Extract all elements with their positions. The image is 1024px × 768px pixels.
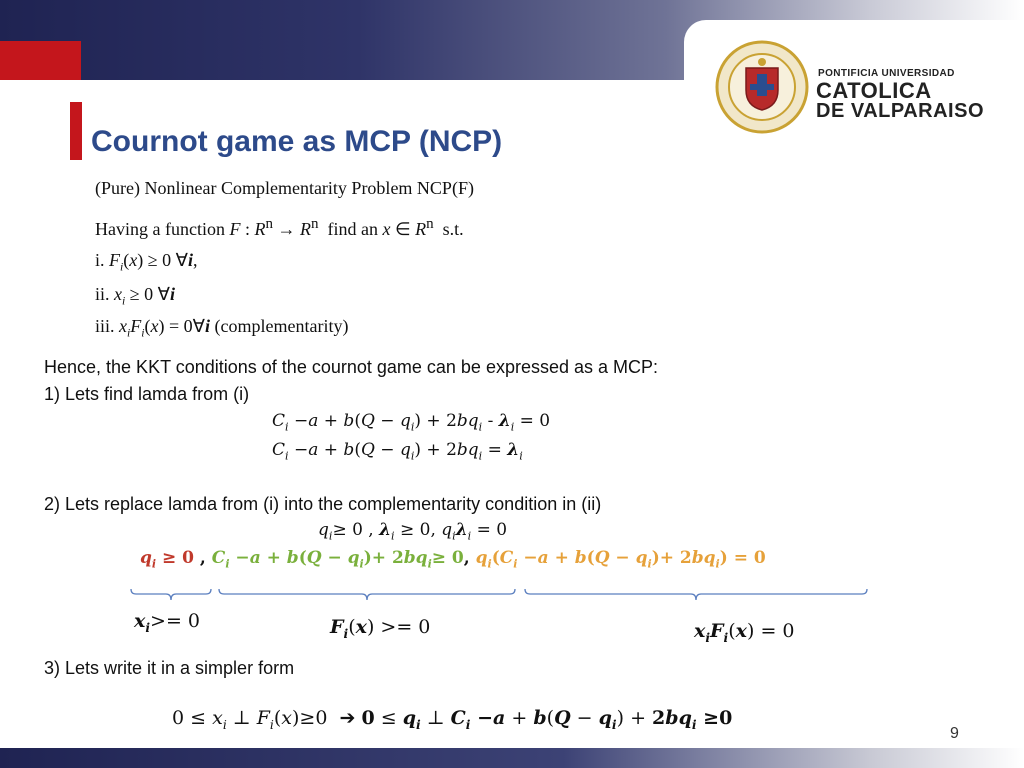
university-name-line1: PONTIFICIA UNIVERSIDAD <box>818 68 955 79</box>
st-text: s.t. <box>442 219 464 239</box>
equation-final: $0 \le x_i$ ⊥ $F_i(x)\ge 0$ ➔ $0 \le q_i$ ⊥ $C_i -a + b(Q - q_i) + 2bq_i \ge 0$ <box>172 707 733 732</box>
definition-item-i: i. $F_i(x) \ge 0$ ∀i, <box>95 250 198 274</box>
definition-heading-pure: (Pure) <box>95 178 140 198</box>
label-F: $F_i(x) >= 0$ <box>330 616 431 641</box>
equation-3: $q_i\ge 0$ , $\lambda_i \ge 0$, $q_i\lambda_i = 0$ <box>318 520 508 543</box>
definition-heading-rest: Nonlinear Complementarity Problem NCP(F) <box>144 178 474 198</box>
definition-heading <box>95 178 474 199</box>
university-seal-icon <box>715 40 809 134</box>
definition-item-iii: iii. $x_iF_i(x)$ = 0∀i (complementarity) <box>95 316 349 340</box>
intro-text: Hence, the KKT conditions of the cournot game can be expressed as a MCP: <box>44 357 659 377</box>
header-red-block <box>0 41 81 80</box>
find-text: find an <box>327 219 378 239</box>
footer-band <box>0 748 1024 768</box>
step3-text: 3) Lets write it in a simpler form <box>44 658 295 678</box>
brace-F <box>218 588 516 604</box>
equation-1: $C_i -a + b(Q - q_i) + 2bq_i - \lambda_i = 0$ <box>272 411 551 434</box>
slide-title: Cournot game as MCP (NCP) <box>91 125 503 158</box>
item-iii-note: (complementarity) <box>214 316 349 336</box>
definition-having-line: Having a function F : $R^n \to R^n$ find an x ∈ $R^n$ s.t. <box>95 216 464 239</box>
equation-2: $C_i -a + b(Q - q_i) + 2bq_i = \lambda_i$ <box>272 440 523 463</box>
university-name-line3: DE VALPARAISO <box>816 100 984 122</box>
page-number: 9 <box>950 725 959 742</box>
brace-xF <box>524 588 868 604</box>
label-x: $x_i>= 0$ <box>134 610 200 635</box>
brace-x <box>130 588 212 604</box>
item-iii-label: iii. <box>95 316 115 336</box>
having-text: Having a function <box>95 219 225 239</box>
definition-item-ii: ii. $x_i \ge 0$ ∀i <box>95 284 175 308</box>
title-accent-bar <box>70 102 82 160</box>
step1-text: 1) Lets find lamda from (i) <box>44 384 250 404</box>
label-xF: $x_iF_i(x) = 0$ <box>694 620 795 645</box>
item-i-label: i. <box>95 250 105 270</box>
university-name-line2: CATOLICA <box>816 78 932 103</box>
item-ii-label: ii. <box>95 284 110 304</box>
equation-4: $q_i \ge 0$ , $C_i -a + b(Q - q_i)+ 2bq_i\ge 0$, $q_i(C_i -a + b(Q - q_i)+ 2bq_i) = 0$ <box>140 548 766 571</box>
step2-text: 2) Lets replace lamda from (i) into the complementarity condition in (ii) <box>44 494 602 514</box>
